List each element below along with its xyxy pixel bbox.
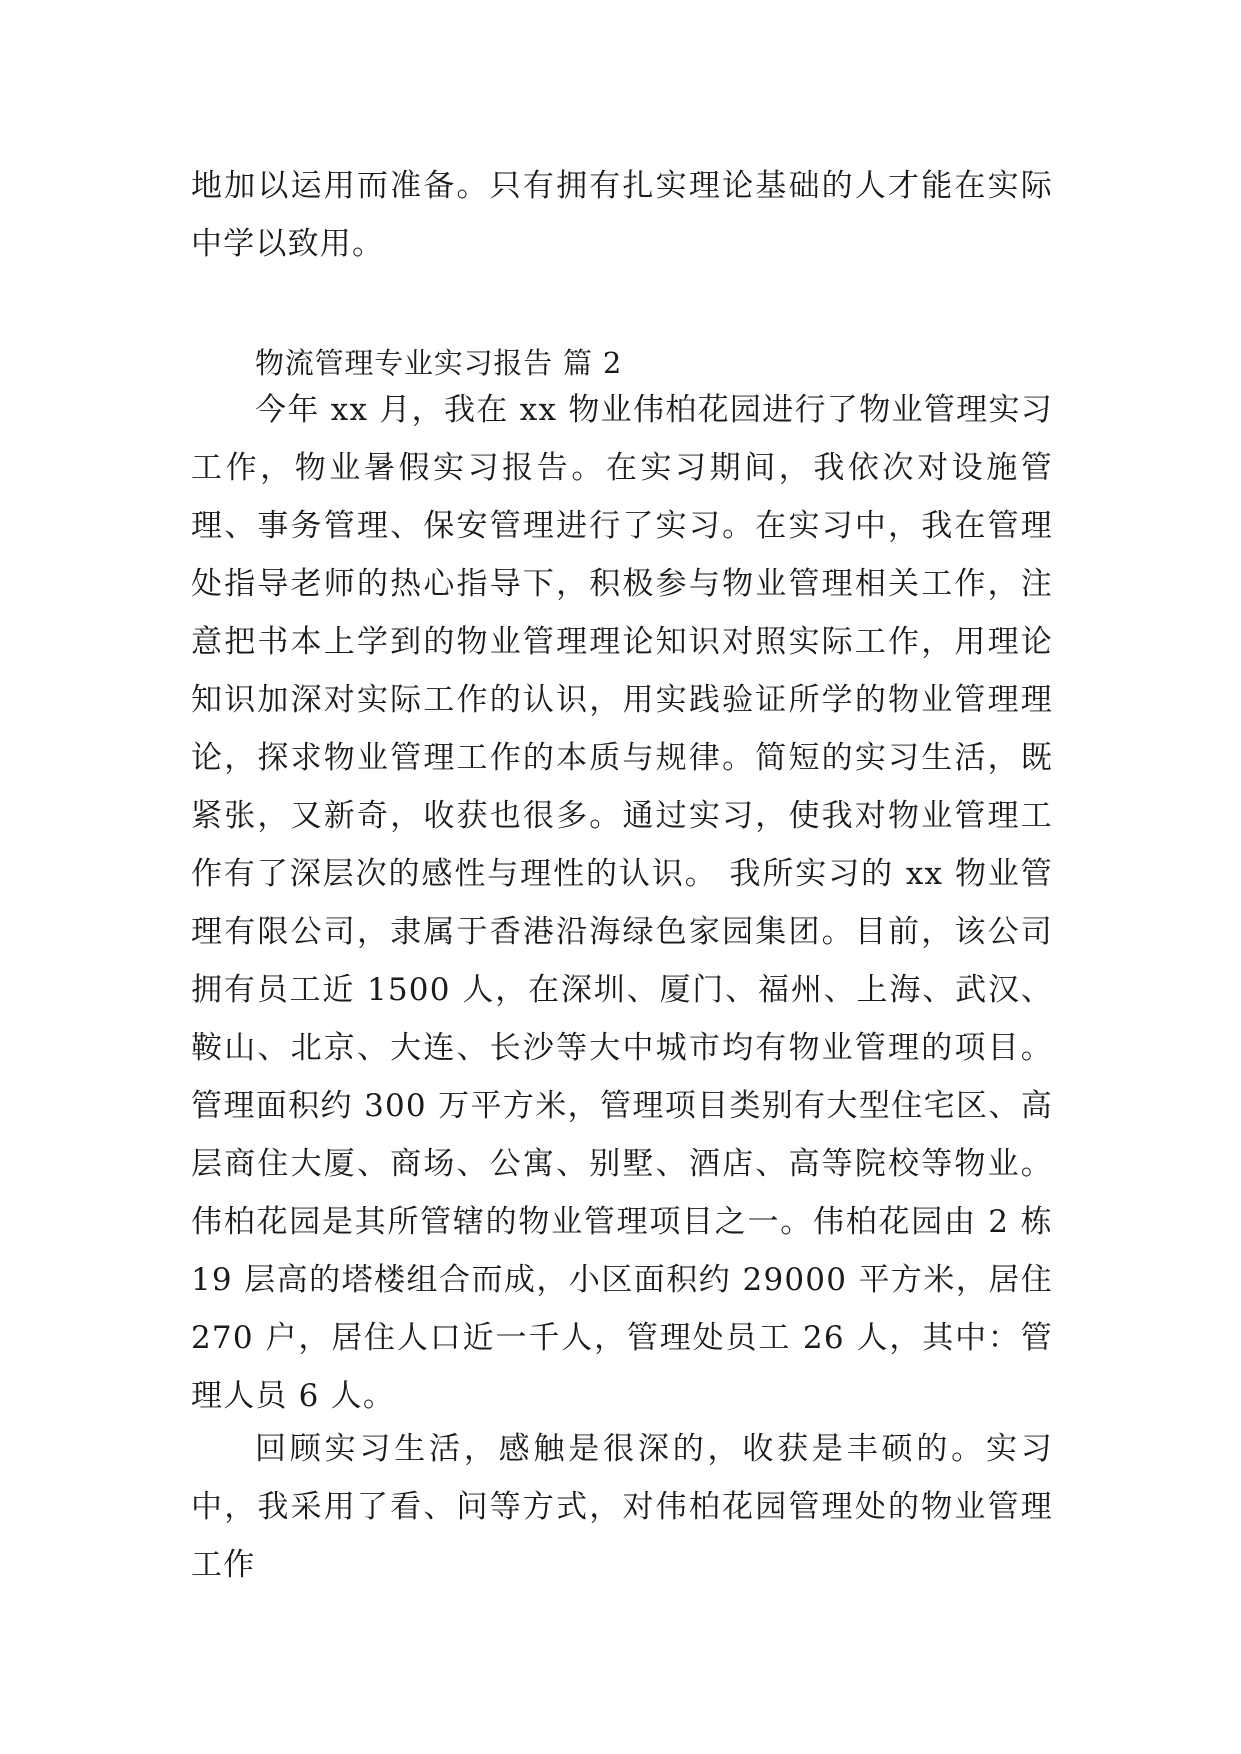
continued-paragraph: 地加以运用而准备。只有拥有扎实理论基础的人才能在实际中学以致用。 — [191, 168, 1053, 262]
body-paragraph-main: 今年 xx 月，我在 xx 物业伟柏花园进行了物业管理实习工作，物业暑假实习报告。在实习期间，我依次对设施管理、事务管理、保安管理进行了实习。在实习中，我在管理处指导老师的热心指导下，积极参与物业管理相关工作，注意把书本上学到的物业管理理论知识对照实际工作，用理论知识加深对实际工作的认识，用实践验证所学的物业管理理论，探求物业管理工作的本质与规律。简短的实习生活，既紧张，又新奇，收获也很多。通过实习，使我对物业管理工作有了深层次的感性与理性的认识。 我所实习的 xx 物业管理有限公司，隶属于香港沿海绿色家园集团。目前，该公司拥有员工近 1500 人，在深圳、厦门、福州、上海、武汉、鞍山、北京、大连、长沙等大中城市均有物业管理的项目。管理面积约 300 万平方米，管理项目类别有大型住宅区、高层商住大厦、商场、公寓、别墅、酒店、高等院校等物业。伟柏花园是其所管辖的物业管理项目之一。伟柏花园由 2 栋 19 层高的塔楼组合而成，小区面积约 29000 平方米，居住 270 户，居住人口近一千人，管理处员工 26 人，其中：管理人员 6 人。 — [191, 392, 1053, 1414]
section-heading: 物流管理专业实习报告 篇 2 — [255, 346, 623, 380]
body-paragraph-last: 回顾实习生活，感触是很深的，收获是丰硕的。实习中，我采用了看、问等方式，对伟柏花园管理处的物业管理工作 — [191, 1431, 1053, 1583]
